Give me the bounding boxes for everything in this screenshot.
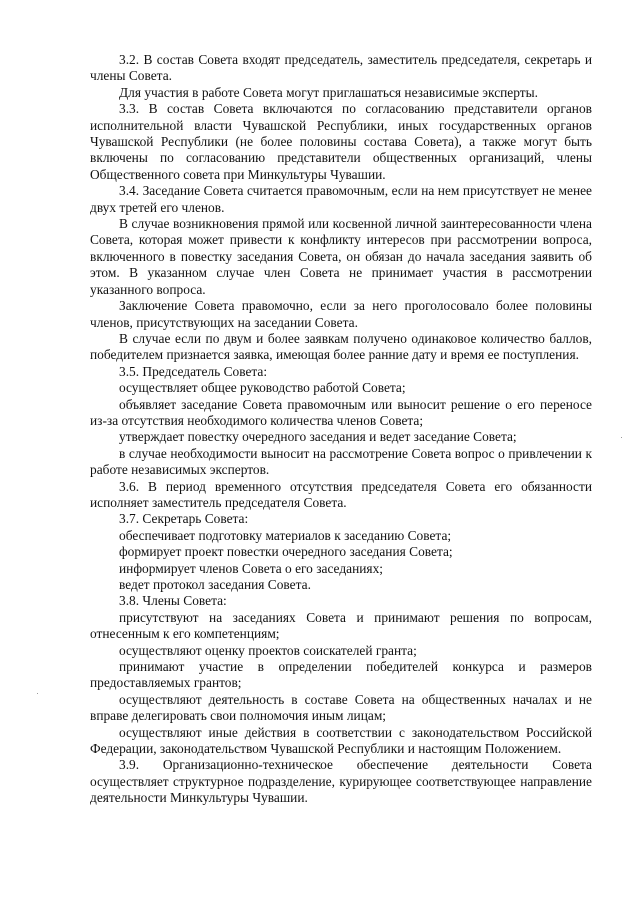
paragraph-3-2: 3.2. В состав Совета входят председатель, заместитель председателя, секретарь и члены Совета. <box>90 52 592 84</box>
list-item: ведет протокол заседания Совета. <box>119 577 311 592</box>
list-item: формирует проект повестки очередного заседания Совета; <box>119 544 453 560</box>
scan-speck <box>621 437 622 438</box>
list-item: осуществляют оценку проектов соискателей гранта; <box>119 642 417 658</box>
list-item: осуществляет общее руководство работой Совета; <box>119 380 406 396</box>
paragraph-3-8-heading: 3.8. Члены Совета: <box>119 593 227 609</box>
paragraph-3-3: 3.3. В состав Совета включаются по согласованию представители органов исполнительной власти Чувашской Республики, иных государственных органов Чувашской Республики (не более половины состава Совета), а также могут быть включены по согласованию представители общественных организаций, члены Общественного совета при Минкультуры Чувашии. <box>90 101 592 182</box>
paragraph-3-5-heading: 3.5. Председатель Совета: <box>119 363 268 379</box>
list-item: осуществляют иные действия в соответствии с законодательством Российской Федерации, законодательством Чувашской Республики и настоящим Положением. <box>90 724 592 757</box>
paragraph-equal-scores: В случае если по двум и более заявкам получено одинаковое количество баллов, победителем признается заявка, имеющая более ранние дату и время ее поступления. <box>90 330 592 363</box>
scan-speck <box>37 693 38 694</box>
paragraph-3-4: 3.4. Заседание Совета считается правомочным, если на нем присутствует не менее двух третей его членов. <box>90 183 592 215</box>
paragraph-conclusion: Заключение Совета правомочно, если за него проголосовало более половины членов, присутствующих на заседании Совета. <box>90 298 592 330</box>
paragraph-3-9: 3.9. Организационно-техническое обеспечение деятельности Совета осуществляет структурное подразделение, курирующее соответствующее направление деятельности Минкультуры Чувашии. <box>90 757 592 806</box>
paragraph-3-7-heading: 3.7. Секретарь Совета: <box>119 511 249 527</box>
list-item: информирует членов Совета о его заседаниях; <box>119 560 383 576</box>
list-item: принимают участие в определении победителей конкурса и размеров предоставляемых грантов; <box>90 659 592 691</box>
list-item: осуществляют деятельность в составе Совета на общественных началах и не вправе делегировать свои полномочия иным лицам; <box>90 691 592 724</box>
list-item: в случае необходимости выносит на рассмотрение Совета вопрос о привлечении к работе независимых экспертов. <box>90 445 592 478</box>
list-item: обеспечивает подготовку материалов к заседанию Совета; <box>119 527 452 543</box>
paragraph-3-6: 3.6. В период временного отсутствия председателя Совета его обязанности исполняет заместитель председателя Совета. <box>90 478 592 510</box>
document-page <box>90 52 592 807</box>
list-item: утверждает повестку очередного заседания и ведет заседание Совета; <box>119 429 517 445</box>
list-item: присутствуют на заседаниях Совета и принимают решения по вопросам, отнесенным к его компетенциям; <box>90 609 592 642</box>
list-item: объявляет заседание Совета правомочным или выносит решение о его переносе из-за отсутствия необходимого количества членов Совета; <box>90 396 592 428</box>
paragraph-experts: Для участия в работе Совета могут приглашаться независимые эксперты. <box>119 84 538 100</box>
paragraph-conflict-of-interest: В случае возникновения прямой или косвенной личной заинтересованности члена Совета, которая может привести к конфликту интересов при рассмотрении вопроса, включенного в повестку заседания Совета, он обязан до начала заседания заявить об этом. В указанном случае член Совета не принимает участия в рассмотрении указанного вопроса. <box>90 216 592 297</box>
